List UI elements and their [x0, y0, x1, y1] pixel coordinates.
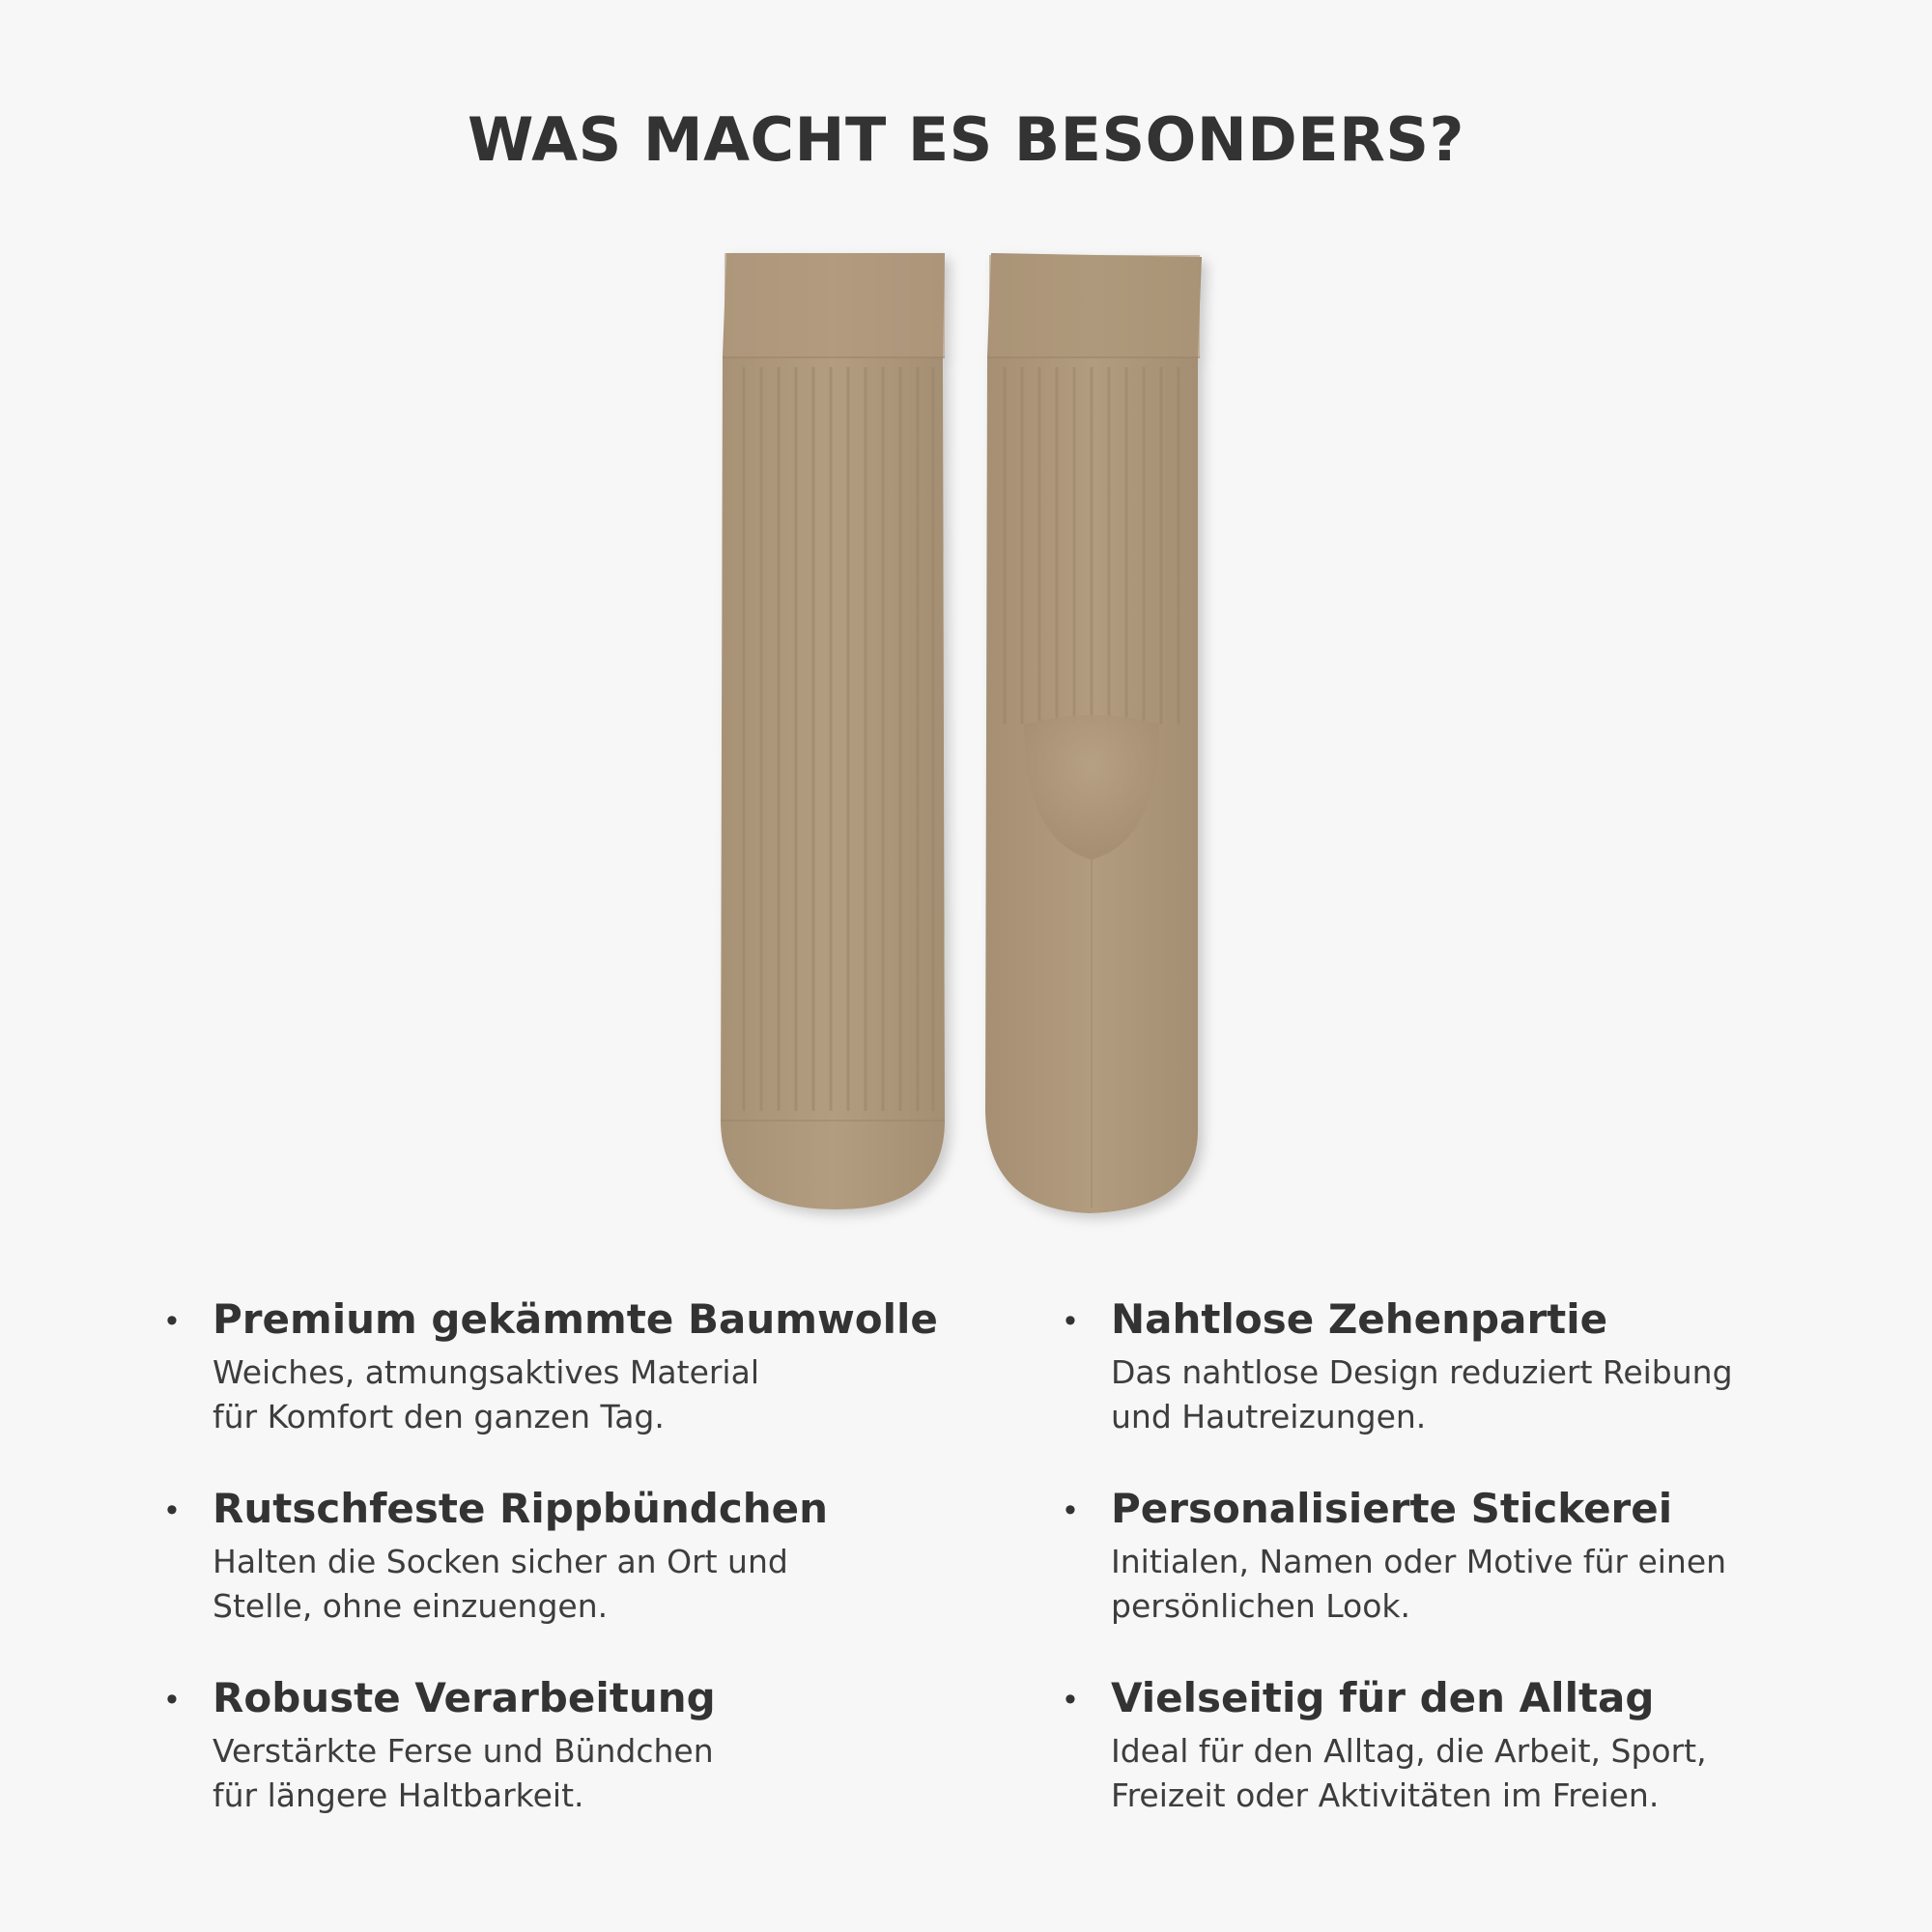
feature-description: Weiches, atmungsaktives Material für Komfort den ganzen Tag.: [213, 1353, 759, 1435]
feature-title: Rutschfeste Rippbündchen: [213, 1485, 829, 1532]
feature-description: Verstärkte Ferse und Bündchen für längere Haltbarkeit.: [213, 1732, 714, 1814]
feature-item-ribbed-cuffs: [166, 1484, 966, 1629]
feature-item-cotton: [166, 1294, 966, 1439]
feature-item-versatile: [1065, 1673, 1864, 1818]
feature-item-seamless-toe: [1065, 1294, 1864, 1439]
bullet-icon: •: [166, 1302, 178, 1339]
bullet-icon: •: [1065, 1492, 1076, 1528]
bullet-icon: •: [1065, 1302, 1076, 1339]
feature-description: Initialen, Namen oder Motive für einen persönlichen Look.: [1111, 1543, 1727, 1625]
feature-title: Nahtlose Zehenpartie: [1111, 1295, 1608, 1343]
feature-description: Das nahtlose Design reduziert Reibung und Hautreizungen.: [1111, 1353, 1733, 1435]
bullet-icon: •: [1065, 1681, 1076, 1718]
feature-title: Personalisierte Stickerei: [1111, 1485, 1673, 1532]
feature-title: Premium gekämmte Baumwolle: [213, 1295, 938, 1343]
page-title: WAS MACHT ES BESONDERS?: [468, 104, 1464, 175]
bullet-icon: •: [166, 1681, 178, 1718]
feature-description: Halten die Socken sicher an Ort und Stelle, ohne einzuengen.: [213, 1543, 788, 1625]
feature-title: Robuste Verarbeitung: [213, 1674, 716, 1721]
feature-title: Vielseitig für den Alltag: [1111, 1674, 1655, 1721]
feature-description: Ideal für den Alltag, die Arbeit, Sport, Freizeit oder Aktivitäten im Freien.: [1111, 1732, 1707, 1814]
bullet-icon: •: [166, 1492, 178, 1528]
feature-item-durable: [166, 1673, 966, 1818]
feature-item-embroidery: [1065, 1484, 1864, 1629]
